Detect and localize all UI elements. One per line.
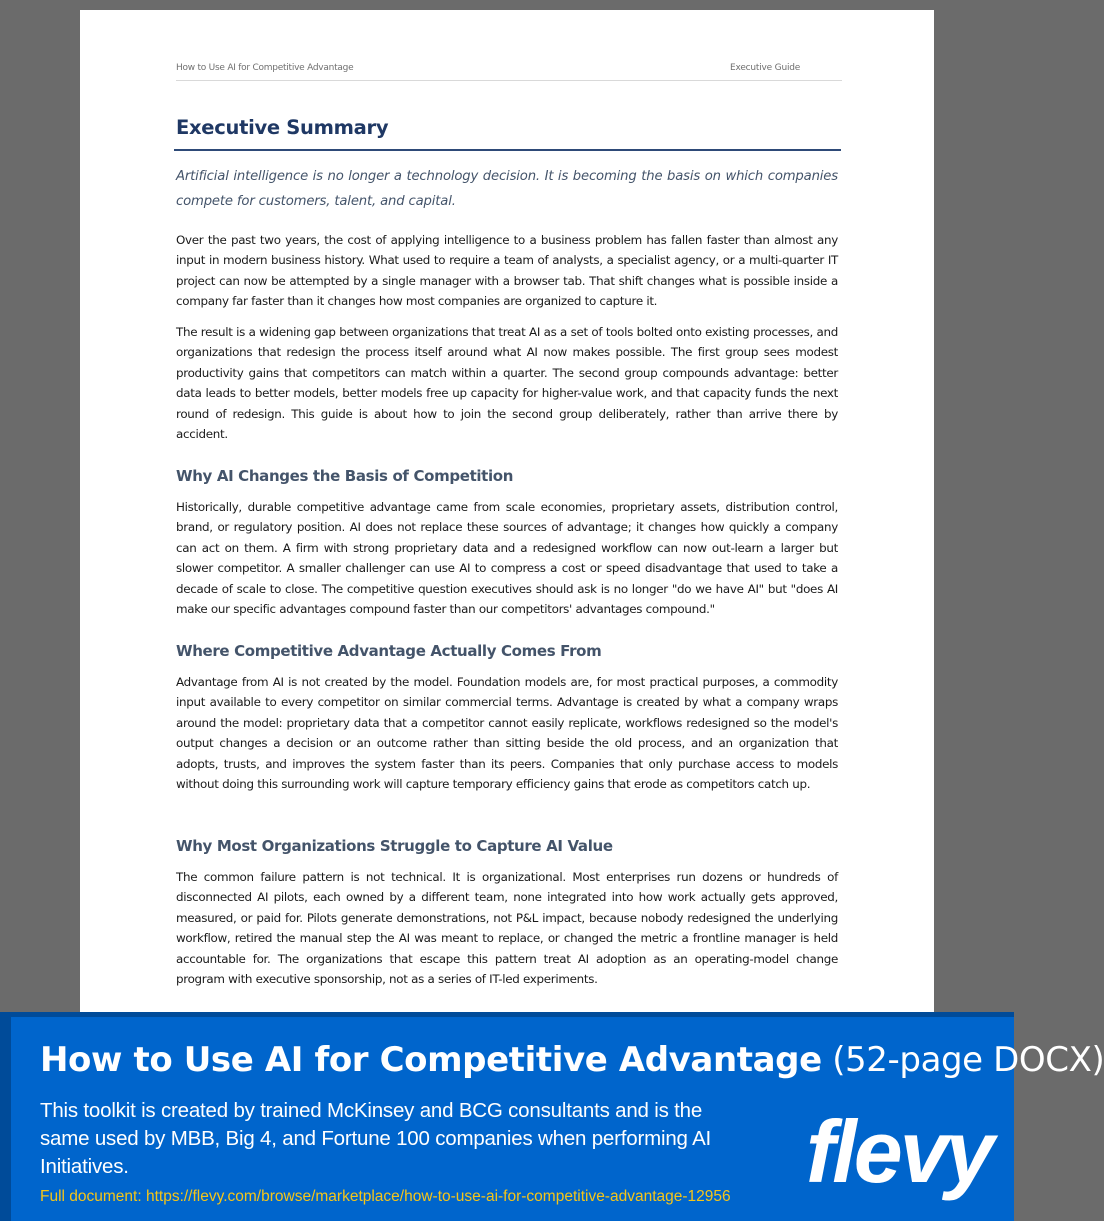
- body-paragraph-1: Over the past two years, the cost of applying intelligence to a business problem has fallen faster than almost any input in modern business history. What used to require a team of analysts, a specialist agency, or a multi-quarter IT project can now be attempted by a single manager with a browser tab. That shift changes what is possible inside a company far faster than it changes how most companies are organized to capture it.: [176, 233, 838, 309]
- title-divider: [174, 149, 841, 151]
- banner-title-format: (52-page DOCX): [821, 1040, 1104, 1080]
- section-body-1: Historically, durable competitive advantage came from scale economies, proprietary assets, distribution control, brand, or regulatory position. AI does not replace these sources of advantage; it changes how quickly a company can act on them. A firm with strong proprietary data and a redesigned workflow can now out-learn a larger but slower competitor. A smaller challenger can use AI to compress a cost or speed disadvantage that used to take a decade of scale to close. The competitive question executives should ask is no longer "do we have AI" but "does AI make our specific advantages compound faster than our competitors' advantages compound.": [176, 500, 838, 617]
- lead-quote: Artificial intelligence is no longer a technology decision. It is becoming the basis on which companies compete for customers, talent, and capital.: [176, 169, 838, 209]
- banner-title-main: How to Use AI for Competitive Advantage: [40, 1040, 822, 1080]
- header-doc-type: Executive Guide: [730, 63, 801, 73]
- banner-left-edge: [0, 1012, 11, 1221]
- running-header: [176, 63, 842, 81]
- header-doc-title: How to Use AI for Competitive Advantage: [176, 63, 354, 73]
- banner-title: [40, 1040, 1104, 1080]
- section-body-3: The common failure pattern is not technical. It is organizational. Most enterprises run dozens or hundreds of disconnected AI pilots, each owned by a different team, none integrated into how work actually gets approved, measured, or paid for. Pilots generate demonstrations, not P&L impact, because nobody redesigned the underlying workflow, retired the manual step the AI was meant to replace, or changed the metric a frontline manager is held accountable for. The organizations that escape this pattern treat AI adoption as an operating-model change program with executive sponsorship, not as a series of IT-led experiments.: [176, 870, 838, 987]
- flevy-logo: flevy: [806, 1102, 992, 1201]
- page-title: Executive Summary: [176, 116, 389, 139]
- banner-description: This toolkit is created by trained McKinsey and BCG consultants and is the same used by MBB, Big 4, and Fortune 100 companies when performing AI Initiatives.: [40, 1099, 712, 1178]
- section-heading-2: Where Competitive Advantage Actually Comes From: [176, 642, 602, 660]
- section-heading-3: Why Most Organizations Struggle to Capture AI Value: [176, 837, 613, 855]
- full-document-link[interactable]: Full document: https://flevy.com/browse/marketplace/how-to-use-ai-for-competitive-advantage-12956: [40, 1188, 731, 1205]
- section-body-2: Advantage from AI is not created by the model. Foundation models are, for most practical purposes, a commodity input available to every competitor on similar commercial terms. Advantage is created by what a company wraps around the model: proprietary data that a competitor cannot easily replicate, workflows redesigned so the model's output changes a decision or an outcome rather than sitting beside the old process, and an organization that adopts, trusts, and improves the system faster than its peers. Companies that only purchase access to models without doing this surrounding work will capture temporary efficiency gains that erode as competitors catch up.: [176, 675, 838, 792]
- promo-banner: [0, 1012, 1104, 1221]
- banner-top-edge: [0, 1012, 1014, 1017]
- body-paragraph-2: The result is a widening gap between organizations that treat AI as a set of tools bolted onto existing processes, and organizations that redesign the process itself around what AI now makes possible. The first group sees modest productivity gains that competitors can match within a quarter. The second group compounds advantage: better data leads to better models, better models free up capacity for higher-value work, and that capacity funds the next round of redesign. This guide is about how to join the second group deliberately, rather than arrive there by accident.: [176, 325, 838, 442]
- section-heading-1: Why AI Changes the Basis of Competition: [176, 467, 514, 485]
- document-page: [80, 10, 934, 1020]
